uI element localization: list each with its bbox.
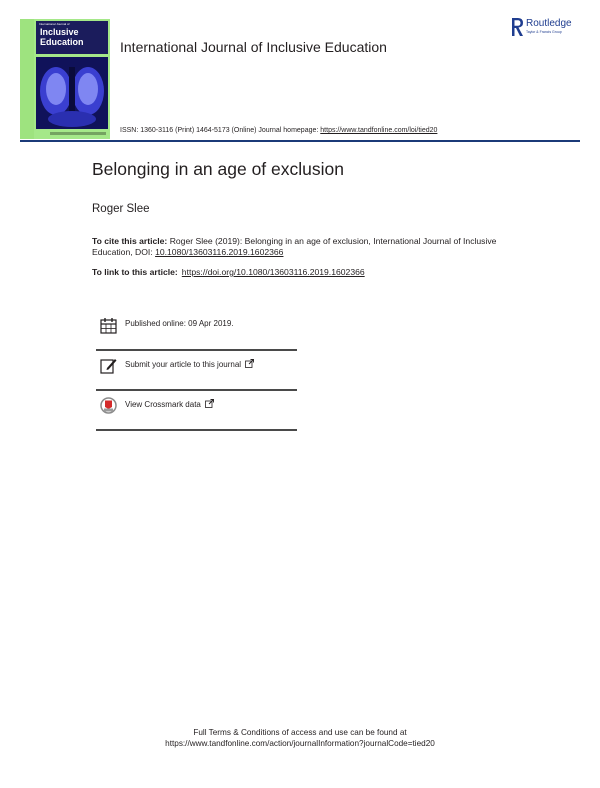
cover-faces-artwork: [36, 57, 108, 129]
crossmark-row[interactable]: [96, 391, 297, 429]
routledge-r-icon: [511, 17, 524, 37]
external-link-icon: [245, 359, 254, 368]
article-title: Belonging in an age of exclusion: [92, 159, 344, 179]
cover-footer-strip: [50, 132, 106, 135]
external-link-icon: [205, 399, 214, 408]
submit-article-link[interactable]: [125, 359, 254, 369]
submit-article-text: Submit your article to this journal: [125, 360, 242, 369]
cover-title-line1: Inclusive: [40, 27, 79, 37]
crossmark-icon: [100, 397, 117, 414]
cover-title-band: [36, 21, 108, 54]
journal-homepage-link[interactable]: https://www.tandfonline.com/loi/tied20: [320, 127, 438, 134]
cover-top-text: International Journal of: [39, 22, 70, 26]
cite-label: To cite this article:: [92, 236, 168, 246]
header-divider: [20, 140, 580, 142]
crossmark-text: View Crossmark data: [125, 400, 201, 409]
footer-terms-url[interactable]: https://www.tandfonline.com/action/journalInformation?journalCode=tied20: [165, 739, 435, 748]
crossmark-link[interactable]: [125, 399, 214, 409]
publisher-name: Routledge: [526, 18, 572, 29]
published-online-text: Published online: 09 Apr 2019.: [125, 319, 234, 328]
edit-document-icon: [100, 357, 117, 374]
terms-footer: [0, 727, 600, 749]
publisher-logo: [511, 17, 586, 41]
info-divider: [96, 429, 297, 431]
publisher-tagline: Taylor & Francis Group: [526, 30, 562, 34]
cite-text: Roger Slee (2019): Belonging in an age of exclusion, International Journal of Inclusive Education, DOI:: [92, 236, 497, 257]
journal-cover: [20, 19, 110, 139]
article-link-block: [92, 267, 522, 278]
journal-title: International Journal of Inclusive Education: [120, 39, 387, 55]
calendar-icon: [100, 317, 117, 334]
article-author: Roger Slee: [92, 203, 150, 215]
footer-terms-text: Full Terms & Conditions of access and use can be found at: [193, 728, 407, 737]
published-online-row: [96, 311, 297, 349]
issn-text: ISSN: 1360-3116 (Print) 1464-5173 (Online) Journal homepage:: [120, 127, 319, 134]
submit-article-row[interactable]: [96, 351, 297, 389]
citation-block: [92, 236, 522, 258]
link-label: To link to this article:: [92, 267, 178, 277]
article-url-link[interactable]: https://doi.org/10.1080/13603116.2019.1602366: [181, 267, 365, 277]
doi-link[interactable]: 10.1080/13603116.2019.1602366: [155, 247, 284, 257]
cover-title-line2: Education: [40, 37, 84, 47]
issn-line: [120, 127, 437, 134]
